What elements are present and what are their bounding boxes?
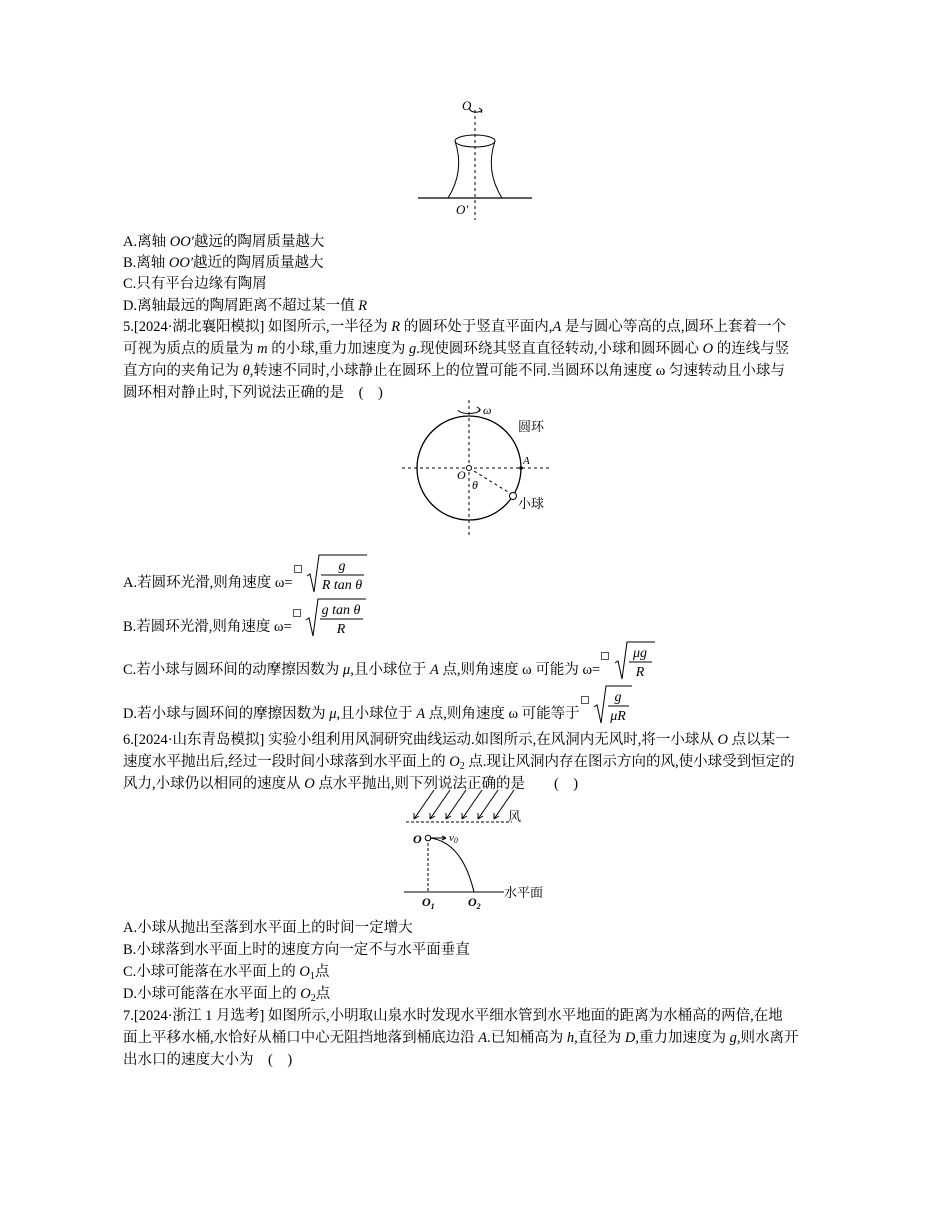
ring-label-a: A — [523, 455, 530, 467]
q6-stem-line-1: 6.[2024·山东青岛模拟] 实验小组利用风洞研究曲线运动.如图所示,在风洞内无风时,将一小球从 O 点以某一 — [123, 732, 790, 748]
q4-option-a: A.离轴 OO′越远的陶屑质量越大 — [123, 234, 325, 250]
q5-a-numerator: g — [338, 559, 346, 574]
ring-label-theta: θ — [472, 478, 478, 492]
q5-d-numerator: g — [614, 690, 622, 705]
q5-option-a: A.若圆环光滑,则角速度 ω= g R tan θ — [123, 554, 368, 594]
q5-stem-line-3: 直方向的夹角记为 θ,转速不同时,小球静止在圆环上的位置可能不同.当圆环以角速度 ω 匀速转动且小球与 — [123, 363, 785, 379]
pottery-wheel-figure — [410, 96, 540, 220]
q5-c-numerator: μg — [632, 646, 647, 661]
q5-stem-line-4: 圆环相对静止时,下列说法正确的是 ( ) — [123, 385, 383, 401]
ring-label-o: O — [457, 468, 466, 482]
ground-label: 水平面 — [504, 885, 544, 900]
q7-stem-line-1: 7.[2024·浙江 1 月选考] 如图所示,小明取山泉水时发现水平细水管到水平地面的距离为水桶高的两倍,在地 — [123, 1008, 783, 1024]
q6-option-c: C.小球可能落在水平面上的 $O_1$点 — [123, 964, 330, 982]
wind-label: 风 — [508, 809, 522, 824]
q6-option-a: A.小球从抛出至落到水平面上的时间一定增大 — [123, 920, 413, 936]
q5-c-radical — [614, 641, 656, 681]
q5-option-d: D.若小球与圆环间的摩擦因数为 μ,且小球位于 A 点,则角速度 ω 可能等于 g μR — [123, 685, 633, 725]
q5-a-denominator: R tan θ — [322, 578, 363, 593]
q4-option-d: D.离轴最远的陶屑距离不超过某一值 R — [123, 298, 368, 314]
q5-option-b: B.若圆环光滑,则角速度 ω= g tan θ R — [123, 598, 367, 638]
q5-b-radical — [305, 598, 367, 638]
q5-b-denominator: R — [337, 622, 346, 637]
q5-option-c: C.若小球与圆环间的动摩擦因数为 μ,且小球位于 A 点,则角速度 ω 可能为 ω= μg R — [123, 641, 656, 681]
ring-label-ring: 圆环 — [518, 419, 545, 434]
wind-tunnel-figure — [400, 786, 560, 912]
fig1-label-o: O — [462, 98, 472, 113]
ring-figure — [400, 400, 560, 535]
q5-a-radical — [306, 554, 368, 594]
q4-option-b: B.离轴 OO′越近的陶屑质量越大 — [123, 255, 324, 271]
fig1-label-o-prime: O′ — [456, 202, 469, 217]
q6-stem-line-3: 风力,小球仍以相同的速度从 O 点水平抛出,则下列说法正确的是 ( ) — [123, 776, 579, 792]
q6-stem-line-2: 速度水平抛出后,经过一段时间小球落到水平面上的 $O_2$ 点.现让风洞内存在图示方向的风,使小球受到恒定的 — [123, 754, 795, 772]
ring-label-ball: 小球 — [518, 496, 545, 511]
q5-d-radical — [593, 685, 633, 725]
q6-option-d: D.小球可能落在水平面上的 $O_2$点 — [123, 986, 331, 1004]
ring-label-omega: ω — [483, 403, 492, 417]
q4-option-c: C.只有平台边缘有陶屑 — [123, 276, 267, 292]
q7-stem-line-3: 出水口的速度大小为 ( ) — [123, 1052, 293, 1068]
q6-option-b: B.小球落到水平面上时的速度方向一定不与水平面垂直 — [123, 942, 470, 958]
wind-label-o2: $O_2$ — [468, 895, 481, 911]
q5-stem-line-1: 5.[2024·湖北襄阳模拟] 如图所示,一半径为 R 的圆环处于竖直平面内,A 是与圆心等高的点,圆环上套着一个 — [123, 319, 786, 335]
q5-d-denominator: μR — [610, 709, 627, 724]
q5-b-numerator: g tan θ — [322, 603, 361, 618]
q5-c-denominator: R — [635, 665, 645, 680]
q7-stem-line-2: 面上平移水桶,水恰好从桶口中心无阻挡地落到桶底边沿 A.已知桶高为 h,直径为 D,重力加速度为 g,则水离开 — [123, 1030, 799, 1046]
q5-stem-line-2: 可视为质点的质量为 m 的小球,重力加速度为 g.现使圆环绕其竖直直径转动,小球和圆环圆心 O 的连线与竖 — [123, 341, 790, 357]
wind-label-v0: v0 — [449, 832, 458, 845]
wind-label-o1: $O_1$ — [422, 895, 435, 911]
wind-label-o: O — [413, 832, 422, 846]
